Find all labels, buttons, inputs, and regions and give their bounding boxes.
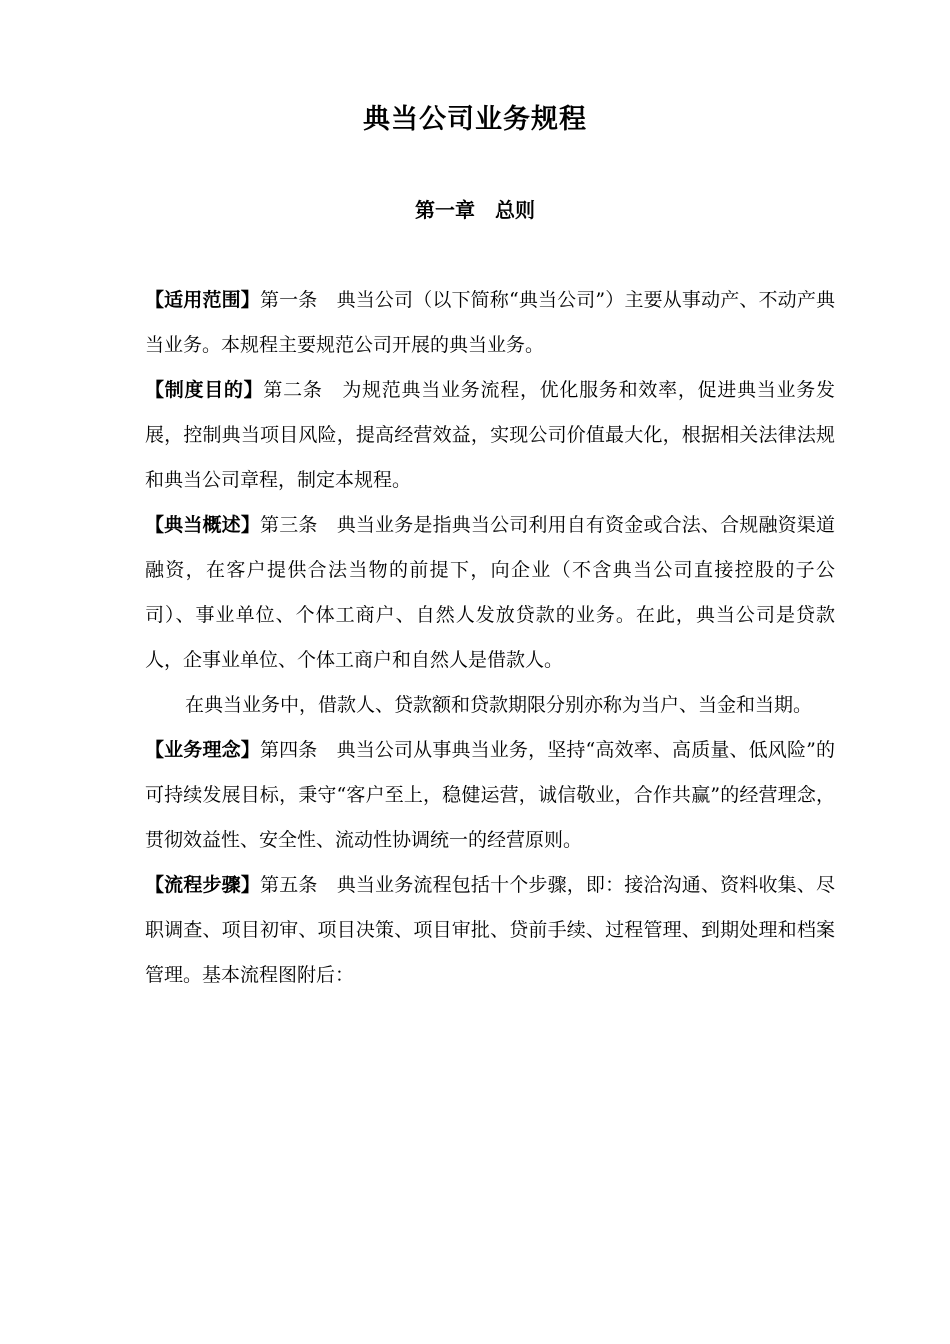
article-text: 典当公司（以下简称“典当公司”）主要从事动产、不动产典当业务。本规程主要规范公司开展的典当业务。 — [145, 289, 835, 356]
article-tag: 【业务理念】 — [145, 739, 260, 761]
article-text: 典当业务流程包括十个步骤，即：接洽沟通、资料收集、尽职调查、项目初审、项目决策、项目审批、贷前手续、过程管理、到期处理和档案管理。基本流程图附后： — [145, 874, 835, 986]
article-number: 第三条 — [260, 514, 337, 536]
chapter-heading: 第一章 总则 — [415, 198, 535, 222]
article-3 — [145, 503, 835, 683]
article-text: 为规范典当业务流程，优化服务和效率，促进典当业务发展，控制典当项目风险，提高经营效益，实现公司价值最大化，根据相关法律法规和典当公司章程，制定本规程。 — [145, 379, 835, 491]
article-3-note: 在典当业务中，借款人、贷款额和贷款期限分别亦称为当户、当金和当期。 — [185, 694, 813, 716]
article-2 — [145, 368, 835, 503]
article-5 — [145, 863, 835, 998]
article-tag: 【流程步骤】 — [145, 874, 261, 896]
article-tag: 【制度目的】 — [145, 379, 264, 401]
article-tag: 【典当概述】 — [145, 514, 261, 536]
document-title: 典当公司业务规程 — [363, 104, 587, 135]
article-text: 典当业务是指典当公司利用自有资金或合法、合规融资渠道融资，在客户提供合法当物的前提下，向企业（不含典当公司直接控股的子公司）、事业单位、个体工商户、自然人发放贷款的业务。在此，典当公司是贷款人，企事业单位、个体工商户和自然人是借款人。 — [145, 514, 835, 671]
article-number: 第五条 — [260, 874, 337, 896]
article-number: 第四条 — [259, 739, 337, 761]
article-tag: 【适用范围】 — [145, 289, 260, 311]
article-number: 第二条 — [263, 379, 343, 401]
article-number: 第一条 — [259, 289, 337, 311]
article-4 — [145, 728, 835, 863]
article-1 — [145, 278, 835, 368]
article-text: 典当公司从事典当业务，坚持“高效率、高质量、低风险”的可持续发展目标，秉守“客户至上，稳健运营，诚信敬业，合作共赢”的经营理念，贯彻效益性、安全性、流动性协调统一的经营原则。 — [145, 739, 835, 851]
document-body — [145, 278, 835, 998]
